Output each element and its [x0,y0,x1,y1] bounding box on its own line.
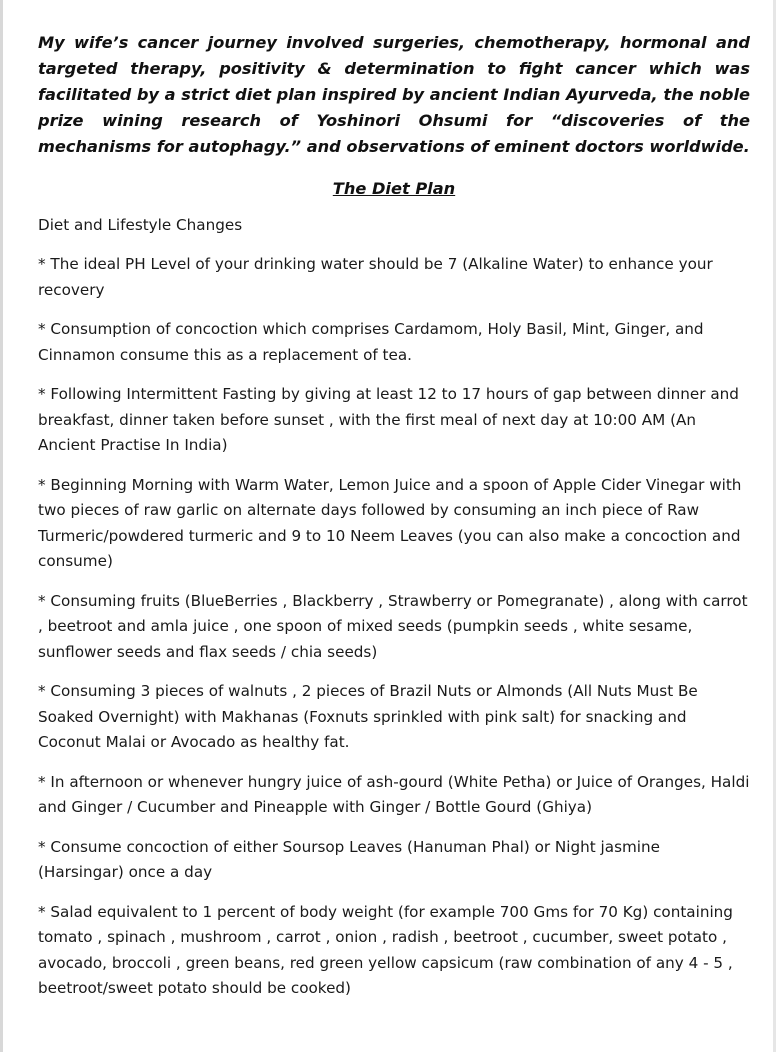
list-item: * Beginning Morning with Warm Water, Lemon Juice and a spoon of Apple Cider Vinegar with two pieces of raw garlic on alternate days followed by consuming an inch piece of Raw Turmeric/powdered turmeric and 9 to 10 Neem Leaves (you can also make a concoction and consume) [38,475,742,570]
list-item: * Salad equivalent to 1 percent of body weight (for example 700 Gms for 70 Kg) containing tomato , spinach , mushroom , carrot , onion , radish , beetroot , cucumber, sweet potato , avocado, broccoli , green beans, red green yellow capsicum (raw combination of any 4 - 5 , beetroot/sweet potato should be cooked) [38,902,733,997]
section-heading: Diet and Lifestyle Changes [38,216,243,234]
list-item: * Consuming 3 pieces of walnuts , 2 pieces of Brazil Nuts or Almonds (All Nuts Must Be Soaked Overnight) with Makhanas (Foxnuts sprinkled with pink salt) for snacking and Coconut Malai or Avocado as healthy fat. [38,682,698,751]
diet-plan-title: The Diet Plan [332,179,456,198]
intro-paragraph: My wife’s cancer journey involved surgeries, chemotherapy, hormonal and targeted therapy, positivity & determination to fight cancer which was facilitated by a strict diet plan inspired by ancient Indian Ayurveda, the noble prize wining research of Yoshinori Ohsumi for “discoveries of the mechanisms for autophagy.” and observations of eminent doctors worldwide. [38,33,750,156]
list-item: * Consume concoction of either Soursop Leaves (Hanuman Phal) or Night jasmine (Harsingar) once a day [38,837,660,881]
list-item: * Consuming fruits (BlueBerries , Blackberry , Strawberry or Pomegranate) , along with carrot , beetroot and amla juice , one spoon of mixed seeds (pumpkin seeds , white sesame, sunflower seeds and flax seeds / chia seeds) [38,591,748,661]
list-item: * Following Intermittent Fasting by giving at least 12 to 17 hours of gap between dinner and breakfast, dinner taken before sunset , with the first meal of next day at 10:00 AM (An Ancient Practise In India) [38,385,739,454]
list-item: * Consumption of concoction which comprises Cardamom, Holy Basil, Mint, Ginger, and Cinnamon consume this as a replacement of tea. [38,320,704,364]
left-border [0,0,3,1052]
document-page [38,30,750,1002]
list-item: * The ideal PH Level of your drinking water should be 7 (Alkaline Water) to enhance your recovery [38,255,713,299]
list-item: * In afternoon or whenever hungry juice of ash-gourd (White Petha) or Juice of Oranges, Haldi and Ginger / Cucumber and Pineapple with Ginger / Bottle Gourd (Ghiya) [38,772,750,816]
